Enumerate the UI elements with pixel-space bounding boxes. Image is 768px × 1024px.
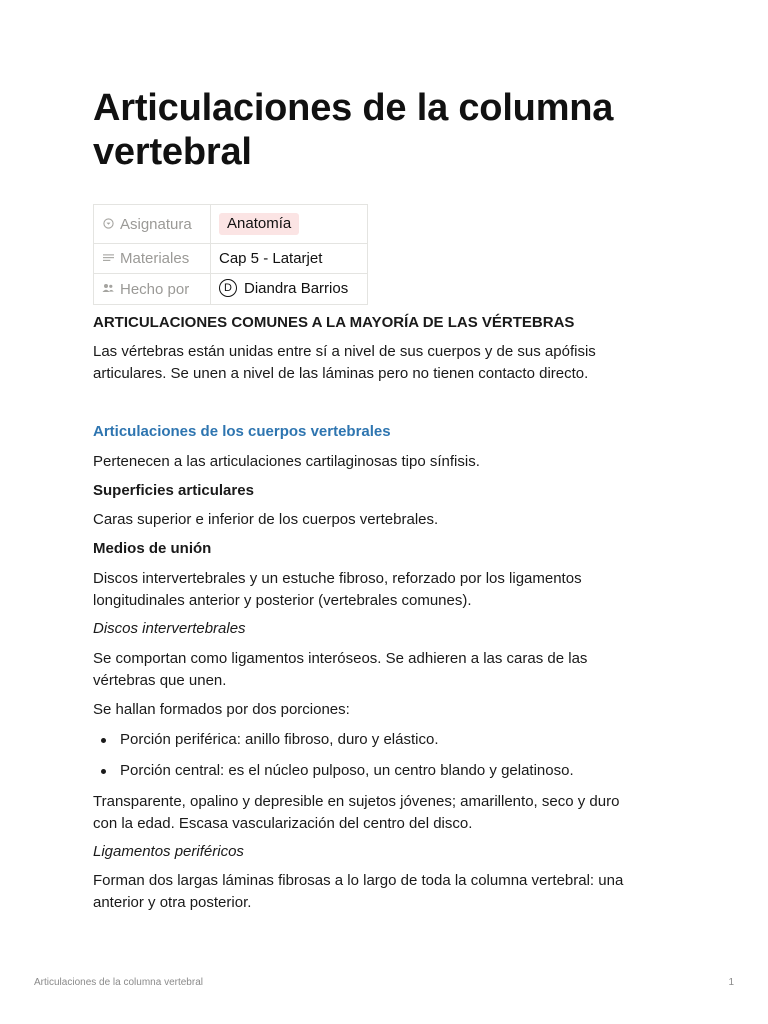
property-key-cell <box>94 205 211 244</box>
page-title: Articulaciones de la columna vertebral <box>93 87 614 173</box>
subject-tag[interactable]: Anatomía <box>219 213 299 235</box>
materials-value: Cap 5 - Latarjet <box>219 250 323 267</box>
list-item-text: Porción central: es el núcleo pulposo, un centro blando y gelatinoso. <box>120 762 574 779</box>
paragraph: Pertenecen a las articulaciones cartilaginosas tipo sínfisis. <box>93 453 480 470</box>
paragraph-line: Se comportan como ligamentos interóseos. Se adhieren a las caras de las <box>93 650 588 667</box>
property-row-materiales <box>94 244 368 274</box>
property-value-cell[interactable] <box>211 274 368 305</box>
property-key-label: Asignatura <box>120 215 192 233</box>
bullet-icon <box>101 738 106 743</box>
bullet-icon <box>101 769 106 774</box>
label-bold: Medios de unión <box>93 540 212 557</box>
properties-table <box>93 204 368 305</box>
property-row-asignatura <box>94 205 368 244</box>
text-lines-icon <box>102 253 114 266</box>
property-key-label: Hecho por <box>120 280 190 298</box>
avatar: D <box>219 279 237 297</box>
paragraph-line: Las vértebras están unidas entre sí a nivel de sus cuerpos y de sus apófisis <box>93 343 596 360</box>
paragraph-line: longitudinales anterior y posterior (vertebrales comunes). <box>93 592 472 609</box>
footer-page-number: 1 <box>728 977 734 988</box>
property-key-cell <box>94 244 211 274</box>
section-heading: ARTICULACIONES COMUNES A LA MAYORÍA DE LAS VÉRTEBRAS <box>93 314 575 331</box>
paragraph: Se hallan formados por dos porciones: <box>93 701 350 718</box>
dropdown-circle-icon <box>102 218 114 232</box>
subsection-heading: Articulaciones de los cuerpos vertebrales <box>93 423 391 440</box>
property-key-label: Materiales <box>120 250 190 267</box>
label-italic: Ligamentos periféricos <box>93 843 244 860</box>
paragraph-line: Discos intervertebrales y un estuche fibroso, reforzado por los ligamentos <box>93 570 582 587</box>
property-row-hecho-por <box>94 274 368 305</box>
paragraph-line: anterior y otra posterior. <box>93 894 252 911</box>
label-italic: Discos intervertebrales <box>93 620 246 637</box>
list-item-text: Porción periférica: anillo fibroso, duro y elástico. <box>120 731 439 748</box>
footer-title: Articulaciones de la columna vertebral <box>34 977 203 988</box>
paragraph-line: vértebras que unen. <box>93 672 227 689</box>
label-bold: Superficies articulares <box>93 482 254 499</box>
people-icon <box>102 283 114 296</box>
paragraph-line: con la edad. Escasa vascularización del centro del disco. <box>93 815 473 832</box>
property-value-cell[interactable] <box>211 205 368 244</box>
paragraph: Caras superior e inferior de los cuerpos vertebrales. <box>93 511 439 528</box>
author-name: Diandra Barrios <box>244 279 349 297</box>
property-value-cell[interactable] <box>211 244 368 274</box>
paragraph-line: Forman dos largas láminas fibrosas a lo largo de toda la columna vertebral: una <box>93 872 624 889</box>
property-key-cell <box>94 274 211 305</box>
paragraph-line: Transparente, opalino y depresible en sujetos jóvenes; amarillento, seco y duro <box>93 793 620 810</box>
paragraph-line: articulares. Se unen a nivel de las láminas pero no tienen contacto directo. <box>93 365 589 382</box>
